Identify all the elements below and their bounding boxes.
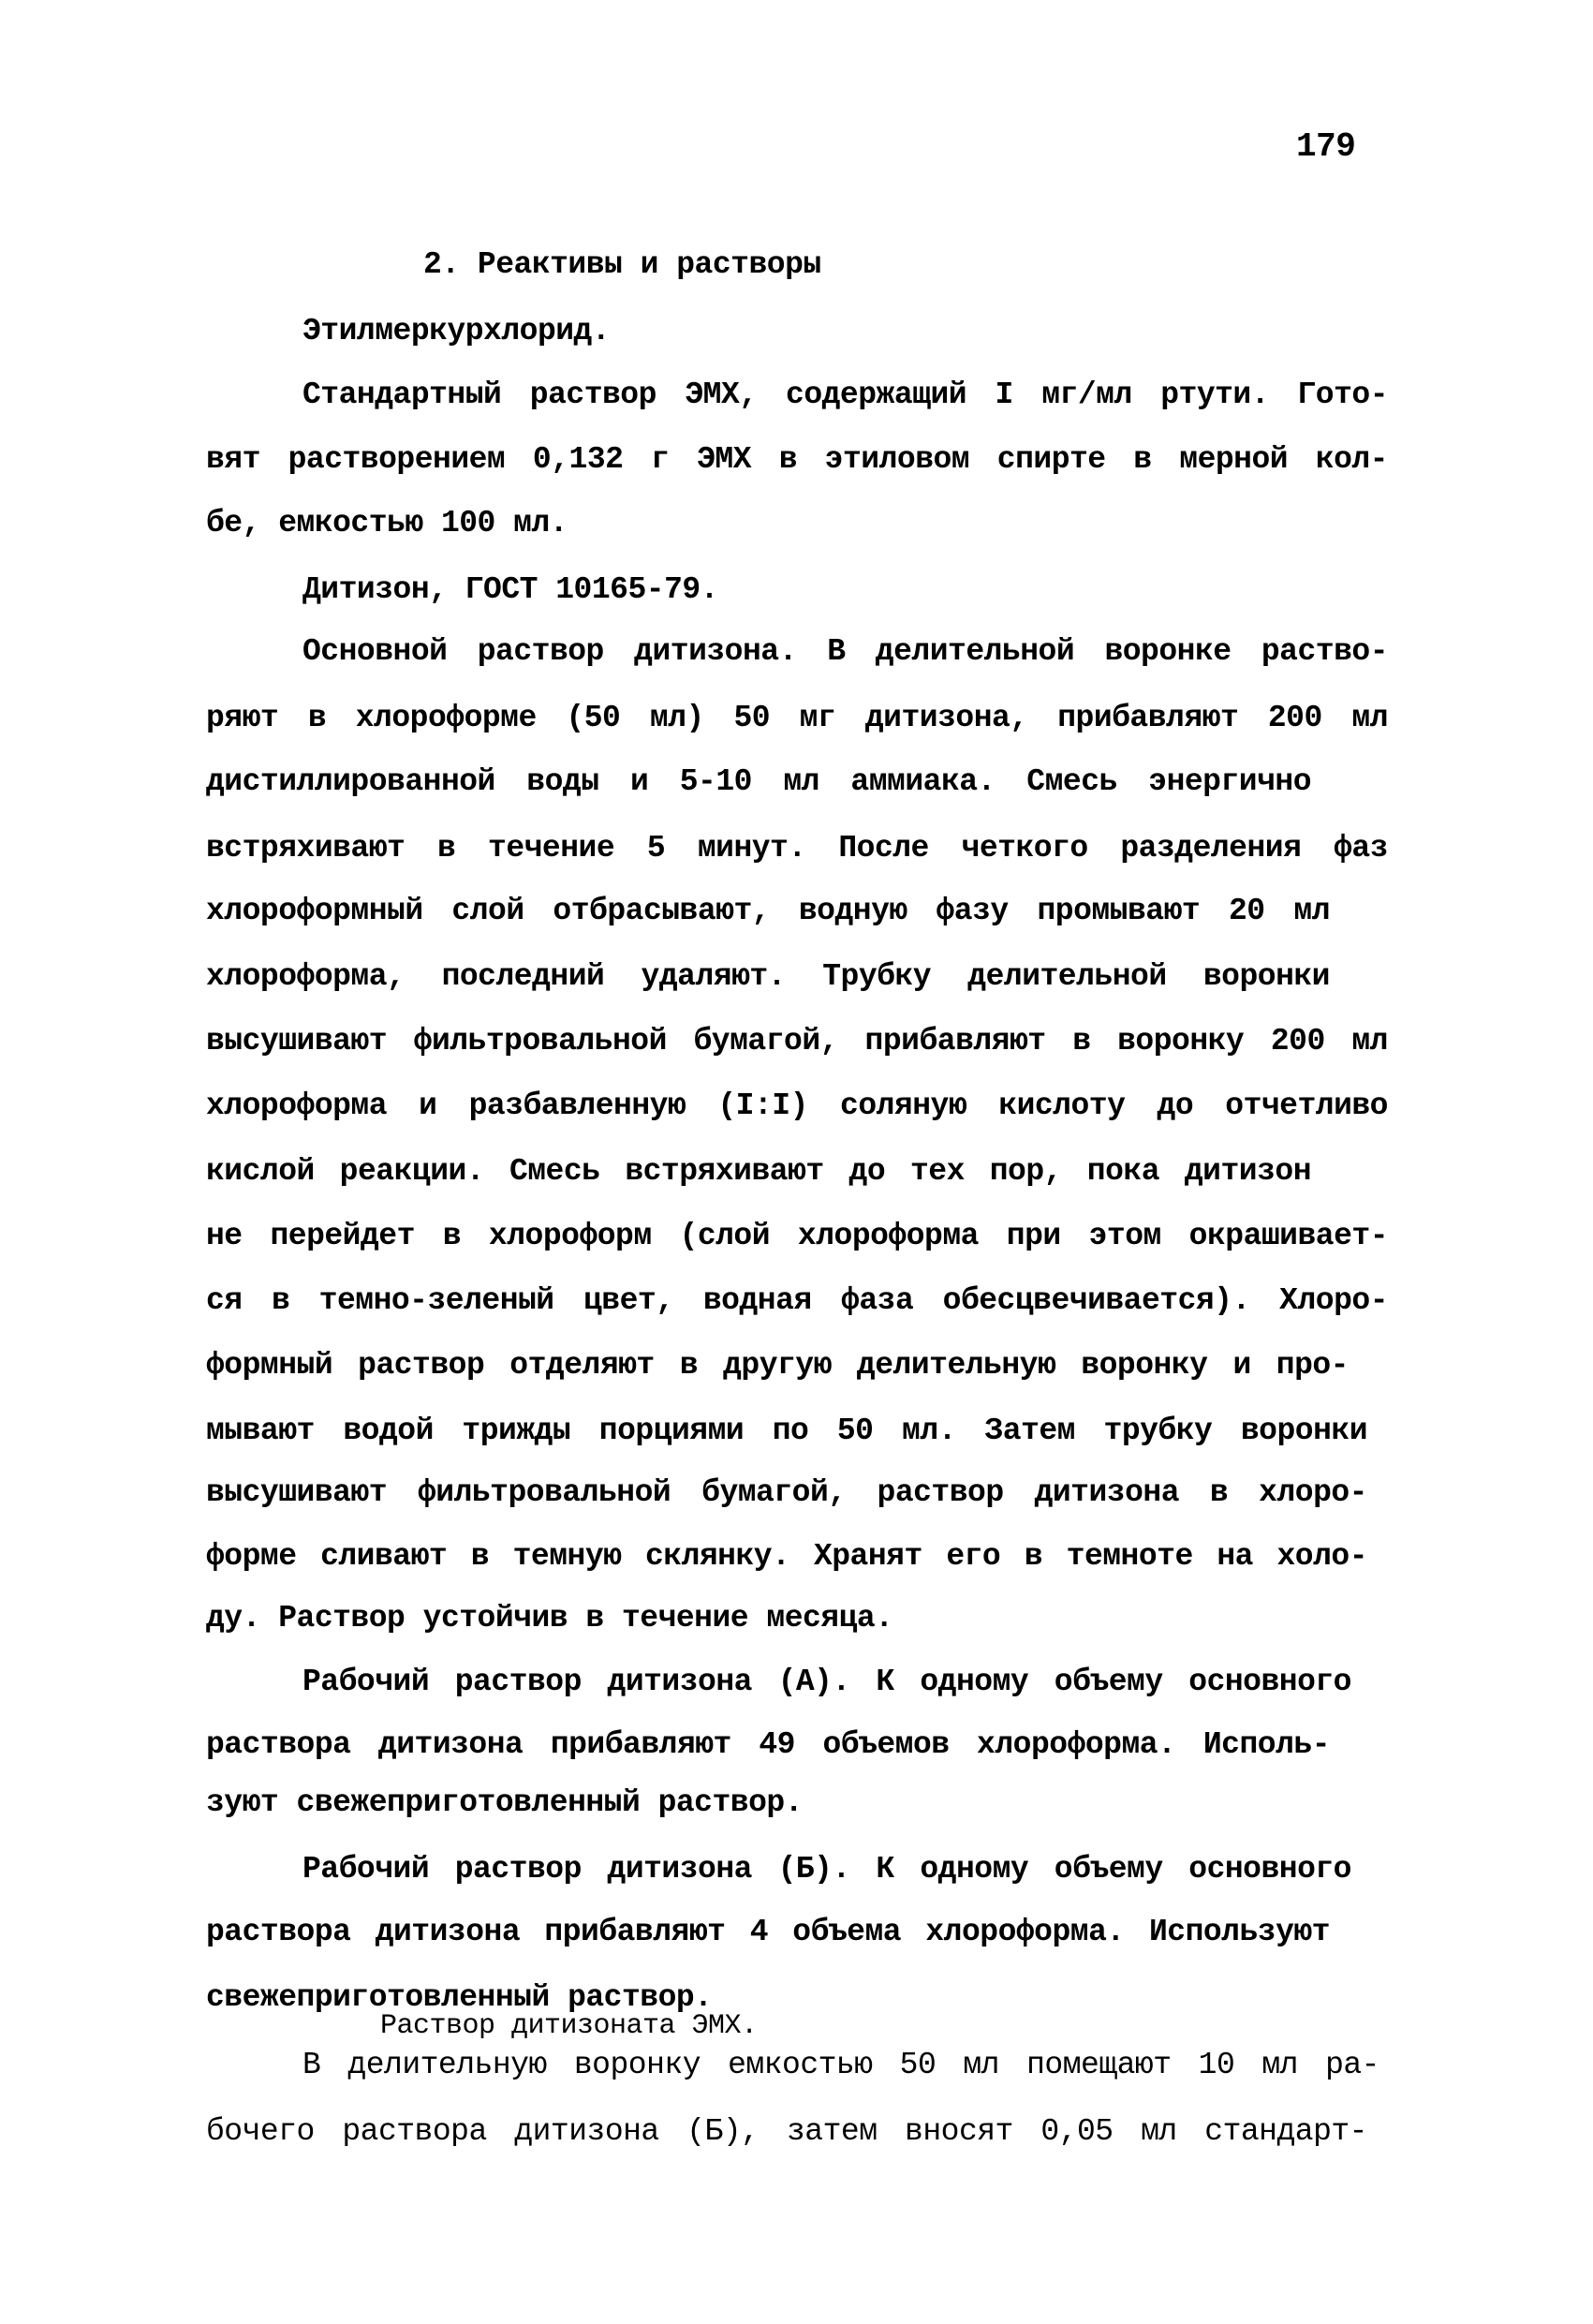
text-line: раствора дитизона прибавляют 4 объема хлороформа. Используют — [206, 1915, 1330, 1949]
text-line: В делительную воронку емкостью 50 мл помещают 10 мл ра- — [302, 2048, 1379, 2082]
text-line: бочего раствора дитизона (Б), затем вносят 0,05 мл стандарт- — [206, 2114, 1367, 2149]
text-line: хлороформный слой отбрасывают, водную фазу промывают 20 мл — [206, 894, 1330, 928]
text-line: зуют свежеприготовленный раствор. — [206, 1785, 804, 1820]
page-number: 179 — [1296, 127, 1356, 166]
text-line: свежеприготовленный раствор. — [206, 1980, 713, 2015]
text-line: раствора дитизона прибавляют 49 объемов хлороформа. Исполь- — [206, 1727, 1330, 1762]
text-line: ся в темно-зеленый цвет, водная фаза обесцвечивается). Хлоро- — [206, 1283, 1388, 1318]
text-line: Дитизон, ГОСТ 10165-79. — [302, 572, 718, 607]
text-line: высушивают фильтровальной бумагой, раствор дитизона в хлоро- — [206, 1475, 1367, 1510]
text-line: ду. Раствор устойчив в течение месяца. — [206, 1601, 893, 1636]
text-line: бе, емкостью 100 мл. — [206, 506, 568, 540]
text-line: Этилмеркурхлорид. — [302, 314, 611, 348]
text-line: не перейдет в хлороформ (слой хлороформа при этом окрашивает- — [206, 1219, 1388, 1253]
text-line: хлороформа, последний удаляют. Трубку делительной воронки — [206, 959, 1330, 994]
text-line: вят растворением 0,132 г ЭМХ в этиловом спирте в мерной кол- — [206, 442, 1388, 477]
section-heading: 2. Реактивы и растворы — [423, 247, 821, 282]
text-line: встряхивают в течение 5 минут. После четкого разделения фаз — [206, 831, 1388, 866]
text-line: Рабочий раствор дитизона (Б). К одному объему основного — [302, 1852, 1351, 1887]
text-line: Стандартный раствор ЭМХ, содержащий I мг/мл ртути. Гото- — [302, 377, 1388, 412]
text-line: высушивают фильтровальной бумагой, прибавляют в воронку 200 мл — [206, 1024, 1388, 1058]
text-line: мывают водой трижды порциями по 50 мл. Затем трубку воронки — [206, 1414, 1367, 1448]
text-line: форме сливают в темную склянку. Хранят его в темноте на холо- — [206, 1539, 1367, 1574]
text-line: хлороформа и разбавленную (I:I) соляную кислоту до отчетливо — [206, 1088, 1388, 1123]
text-line: Рабочий раствор дитизона (А). К одному объему основного — [302, 1665, 1351, 1699]
subheading: Раствор дитизоната ЭМХ. — [380, 2010, 758, 2042]
text-line: дистиллированной воды и 5-10 мл аммиака. Смесь энергично — [206, 764, 1311, 799]
text-line: формный раствор отделяют в другую делительную воронку и про- — [206, 1348, 1349, 1383]
text-line: кислой реакции. Смесь встряхивают до тех пор, пока дитизон — [206, 1154, 1311, 1189]
text-line: Основной раствор дитизона. В делительной воронке раство- — [302, 634, 1388, 669]
text-line: ряют в хлороформе (50 мл) 50 мг дитизона, прибавляют 200 мл — [206, 701, 1388, 735]
